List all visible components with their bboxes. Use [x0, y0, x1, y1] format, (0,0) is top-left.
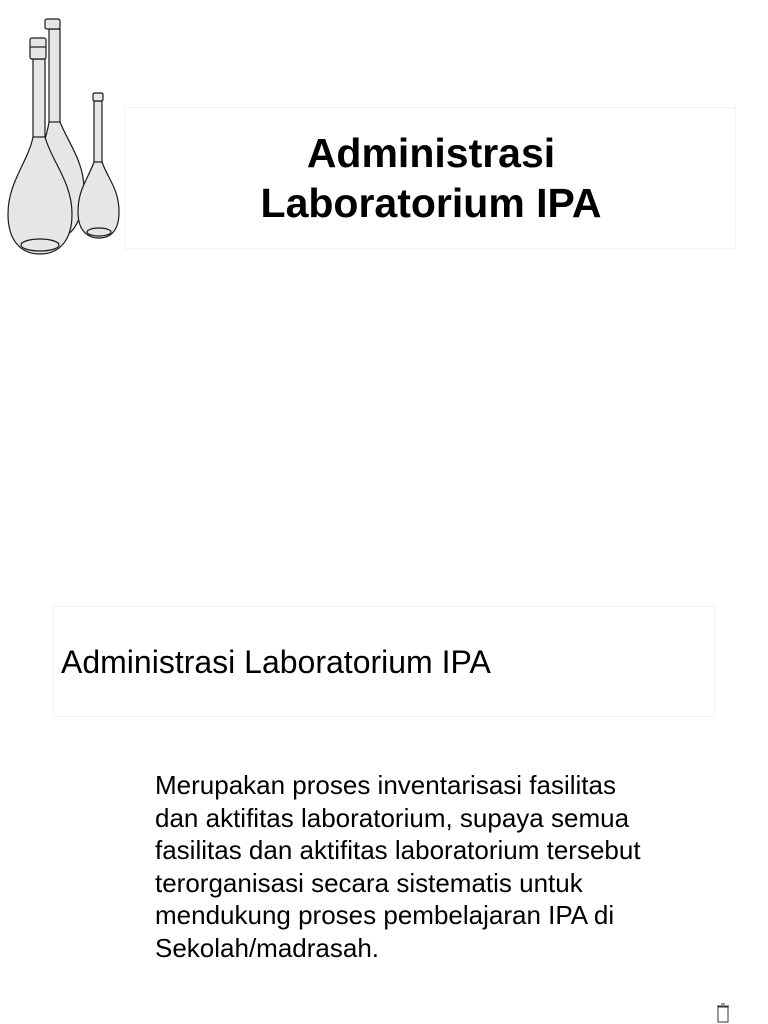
body-paragraph [155, 769, 735, 964]
page-title-line-1: Administrasi [306, 130, 556, 176]
body-line: dan aktifitas laboratorium, supaya semua [155, 802, 630, 833]
body-line: Sekolah/madrasah. [155, 932, 380, 963]
title-box [124, 107, 736, 249]
subtitle-box [53, 606, 715, 717]
subtitle: Administrasi Laboratorium IPA [61, 644, 491, 680]
body-line: Merupakan proses inventarisasi fasilitas [155, 770, 616, 800]
body-line: fasilitas dan aktifitas laboratorium tersebut [155, 835, 641, 865]
body-line: terorganisasi secara sistematis untuk [155, 867, 583, 898]
page-title-line-2: Laboratorium IPA [260, 180, 602, 226]
body-line: mendukung proses pembelajaran IPA di [155, 900, 615, 930]
volumetric-flasks-icon [0, 14, 130, 259]
trash-icon[interactable] [716, 1003, 730, 1023]
